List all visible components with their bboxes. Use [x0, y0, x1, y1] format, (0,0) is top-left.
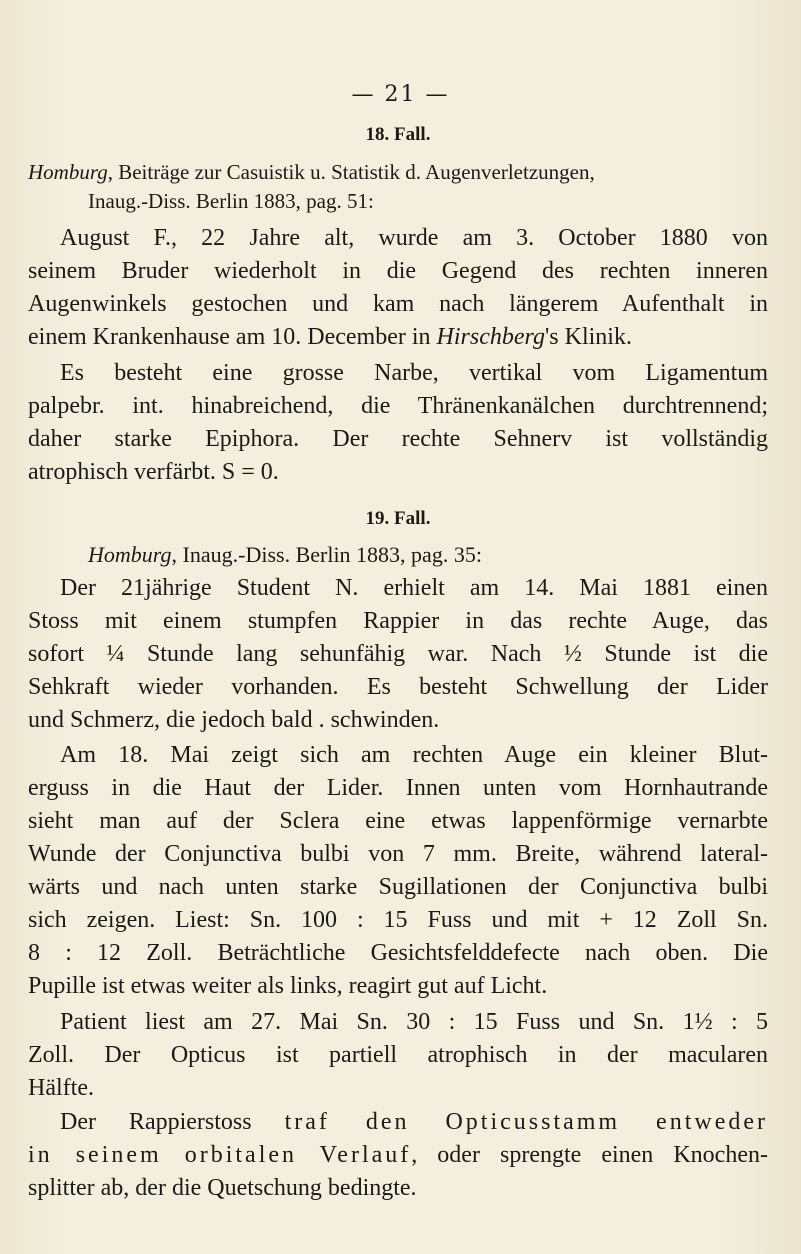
text-line — [28, 1139, 768, 1172]
case-19-paragraph-1 — [28, 572, 768, 737]
case-19-reference — [28, 542, 801, 568]
text-line: August F., 22 Jahre alt, wurde am 3. October 1880 von — [60, 225, 768, 251]
case-18-heading: 18. Fall. — [365, 124, 431, 145]
page-number: — 21 — — [351, 82, 450, 107]
text-line: Augenwinkels gestochen und kam nach längerem Aufenthalt in — [28, 291, 768, 317]
case-18-ref-author: Homburg — [28, 160, 108, 184]
text-line: sich zeigen. Liest: Sn. 100 : 15 Fuss und mit + 12 Zoll Sn. — [28, 907, 768, 933]
text-line: atrophisch verfärbt. S = 0. — [28, 459, 279, 485]
text-fragment: Der Rappierstoss — [60, 1109, 285, 1135]
text-line: Sehkraft wieder vorhanden. Es besteht Schwellung der Lider — [28, 674, 768, 700]
case-19-ref-text: , Inaug.-Diss. Berlin 1883, pag. 35: — [171, 542, 482, 567]
text-line — [28, 321, 768, 354]
text-line: palpebr. int. hinabreichend, die Thränenkanälchen durchtrennend; — [28, 393, 768, 419]
text-fragment: einem Krankenhause am 10. December in — [28, 324, 437, 350]
text-line: Am 18. Mai zeigt sich am rechten Auge ein kleiner Blut- — [60, 742, 768, 768]
text-line: Der 21jährige Student N. erhielt am 14. Mai 1881 einen — [60, 575, 768, 601]
text-line: Patient liest am 27. Mai Sn. 30 : 15 Fuss und Sn. 1½ : 5 — [60, 1009, 768, 1035]
text-fragment: , oder sprengte einen Knochen- — [411, 1142, 768, 1168]
case-19-paragraph-4 — [28, 1106, 768, 1205]
text-line: daher starke Epiphora. Der rechte Sehnerv ist vollständig — [28, 426, 768, 452]
text-line: 8 : 12 Zoll. Beträchtliche Gesichtsfelddefecte nach oben. Die — [28, 940, 768, 966]
case-19-heading: 19. Fall. — [365, 508, 431, 529]
case-18-reference — [28, 158, 768, 216]
text-line — [28, 1106, 768, 1139]
text-line: Es besteht eine grosse Narbe, vertikal vom Ligamentum — [60, 360, 768, 386]
case-19-paragraph-3 — [28, 1006, 768, 1105]
text-line: und Schmerz, die jedoch bald . schwinden. — [28, 707, 440, 733]
text-line: Pupille ist etwas weiter als links, reagirt gut auf Licht. — [28, 973, 548, 999]
text-line: Zoll. Der Opticus ist partiell atrophisch in der macularen — [28, 1042, 768, 1068]
case-18-ref-line2: Inaug.-Diss. Berlin 1883, pag. 51: — [88, 189, 374, 213]
spaced-emphasis: in seinem orbitalen Verlauf — [28, 1142, 412, 1168]
text-fragment: 's Klinik. — [544, 324, 632, 350]
case-18-ref-line1: , Beiträge zur Casuistik u. Statistik d. Augenverletzungen, — [107, 160, 595, 184]
spaced-emphasis: traf den Opticusstamm entweder — [284, 1109, 769, 1135]
case-19-ref-author: Homburg — [88, 542, 172, 567]
text-line: Wunde der Conjunctiva bulbi von 7 mm. Breite, während lateral- — [28, 841, 768, 867]
text-line: splitter ab, der die Quetschung bedingte. — [28, 1175, 417, 1201]
text-line: Hälfte. — [28, 1075, 94, 1101]
case-18-paragraph-2 — [28, 357, 768, 489]
case-18-paragraph-1 — [28, 222, 768, 354]
text-line: sofort ¼ Stunde lang sehunfähig war. Nach ½ Stunde ist die — [28, 641, 768, 667]
hirschberg-name: Hirschberg — [436, 324, 545, 350]
text-line: seinem Bruder wiederholt in die Gegend des rechten inneren — [28, 258, 768, 284]
text-line: erguss in die Haut der Lider. Innen unten vom Hornhautrande — [28, 775, 768, 801]
text-line: Stoss mit einem stumpfen Rappier in das rechte Auge, das — [28, 608, 768, 634]
text-line: sieht man auf der Sclera eine etwas lappenförmige vernarbte — [28, 808, 768, 834]
text-line: wärts und nach unten starke Sugillationen der Conjunctiva bulbi — [28, 874, 768, 900]
case-19-paragraph-2 — [28, 739, 768, 1003]
